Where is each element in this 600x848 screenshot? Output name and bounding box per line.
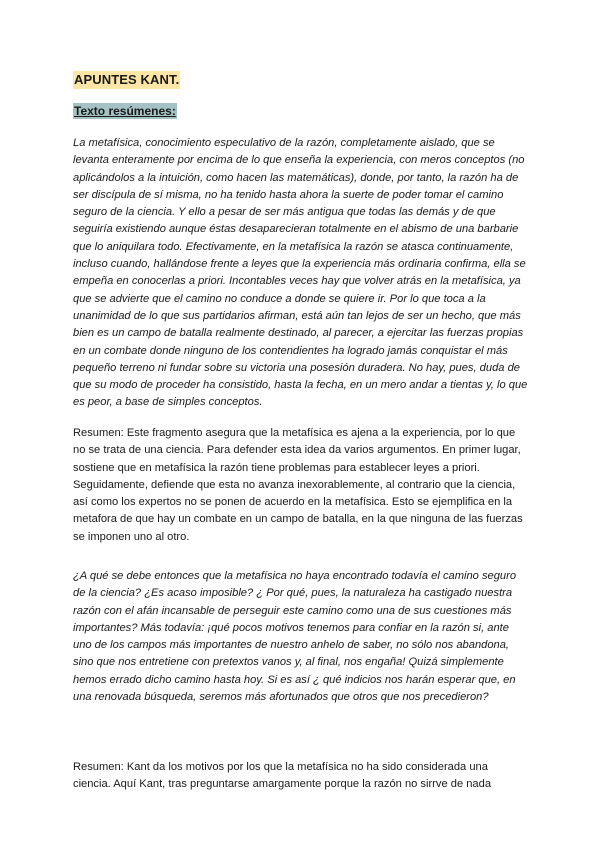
summary-paragraph-2: Resumen: Kant da los motivos por los que la metafísica no ha sido considerada una ciencia. Aquí Kant, tras preguntarse amargamente porque la razón no sirrve de nada	[73, 761, 492, 791]
kant-quote-paragraph-2: ¿A qué se debe entonces que la metafísica no haya encontrado todavía el camino seguro de la ciencia? ¿Es acaso imposible? ¿ Por qué, pues, la naturaleza ha castigado nuestra razón con el afán incansable de perseguir este camino como una de sus cuestiones más importantes? Más todavía: ¡qué pocos motivos tenemos para confiar en la razón si, ante uno de los campos más importantes de nuestro anhelo de saber, no sólo nos abandona, sino que nos entretiene con pretextos vanos y, al final, nos engaña! Quizá simplemente hemos errado dicho camino hasta hoy. Si es así ¿ qué indicios nos harán esperar que, en una renovada búsqueda, seremos más afortunados que otros que nos precedieron?	[73, 570, 517, 704]
section-subtitle: Texto resúmenes:	[74, 104, 176, 118]
kant-quote-paragraph-1: La metafísica, conocimiento especulativo de la razón, completamente aislado, que se levanta enteramente por encima de lo que enseña la experiencia, con meros conceptos (no aplicándolos a la intuición, como hacen las matemáticas), donde, por tanto, la razón ha de ser discípula de sí misma, no ha tenido hasta ahora la suerte de poder tomar el camino seguro de la ciencia. Y ello a pesar de ser más antigua que todas las demás y de que seguiría existiendo aunque éstas desaparecieran totalmente en el abismo de una barbarie que lo aniquilara todo. Efectivamente, en la metafísica la razón se atasca continuamente, incluso cuando, hallándose frente a leyes que la experiencia más ordinaria confirma, ella se empeña en conocerlas a priori. Incontables veces hay que volver atrás en la metafísica, ya que se advierte que el camino no conduce a donde se quiere ir. Por lo que toca a la unanimidad de lo que sus partidarios afirman, está aún tan lejos de ser un hecho, que más bien es un campo de batalla realmente destinado, al parecer, a ejercitar las fuerzas propias en un combate donde ninguno de los contendientes ha logrado jamás conquistar el más pequeño terreno ni fundar sobre su victoria una posesión duradera. No hay, pues, duda de que su modo de proceder ha consistido, hasta la fecha, en un mero andar a tientas y, lo que es peor, a base de simples conceptos.	[73, 137, 528, 409]
summary-paragraph-1: Resumen: Este fragmento asegura que la metafísica es ajena a la experiencia, por lo que no se trata de una ciencia. Para defender esta idea da varios argumentos. En primer lugar, sostiene que en metafísica la razón tiene problemas para establecer leyes a priori. Seguidamente, defiende que esta no avanza inexorablemente, al contrario que la ciencia, así como los expertos no se ponen de acuerdo en la metafísica. Esto se ejemplifica en la metafora de que hay un combate en un campo de batalla, en la que ninguna de las fuerzas se imponen uno al otro.	[73, 427, 523, 543]
document-title: APUNTES KANT.	[74, 72, 180, 87]
